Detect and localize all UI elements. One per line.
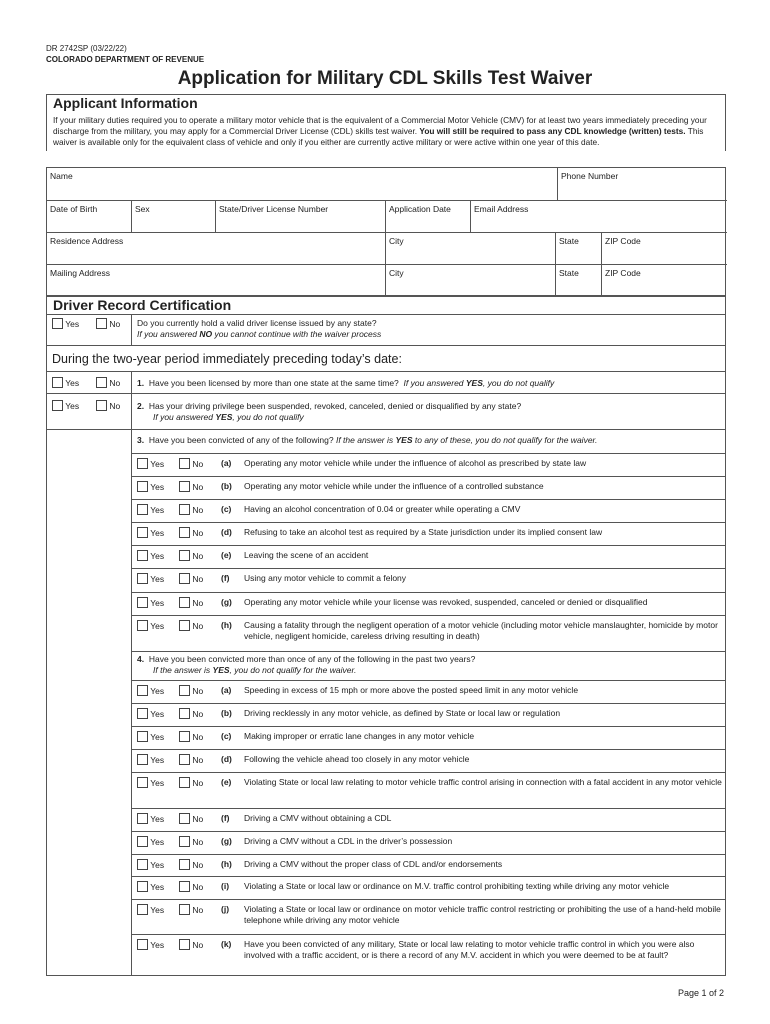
q4-label: (d) [221,754,232,764]
q4-yes-checkbox[interactable] [137,708,148,719]
q3-label: (d) [221,527,232,537]
q1-no[interactable]: No [96,377,120,388]
q4-no-checkbox[interactable] [179,904,190,915]
q4-label: (h) [221,859,232,869]
q3-text: Operating any motor vehicle while under the influence of alcohol as prescribed by state law [244,458,587,468]
mailing-city-field[interactable]: City [385,264,555,297]
q3-yes-checkbox[interactable] [137,481,148,492]
q4-no-checkbox[interactable] [179,708,190,719]
q4-no[interactable]: No [179,685,203,697]
q3-yes-checkbox[interactable] [137,620,148,631]
q4-yes[interactable]: Yes [137,777,164,789]
q4-no[interactable]: No [179,777,203,789]
q3-label: (e) [221,550,232,560]
q4-item [137,836,722,853]
q1-question: 1. Have you been licensed by more than one state at the same time? If you answered YES, you do not qualify [137,378,555,388]
applicant-fields [46,167,726,296]
page-number: Page 1 of 2 [677,988,724,998]
sex-field[interactable]: Sex [131,200,215,232]
q4-yes[interactable]: Yes [137,859,164,871]
q4-text: Violating a State or local law or ordinance on M.V. traffic control prohibiting texting while driving any motor vehicle [244,881,670,891]
q3-no[interactable]: No [179,573,203,585]
q4-yes-checkbox[interactable] [137,685,148,696]
q4-yes[interactable]: Yes [137,904,164,916]
mailing-state-field[interactable]: State [555,264,601,297]
mailing-address-field[interactable]: Mailing Address [47,264,385,297]
q4-no[interactable]: No [179,754,203,766]
q4-item [137,881,722,898]
q3-no-checkbox[interactable] [179,527,190,538]
q3-yes-checkbox[interactable] [137,597,148,608]
q4-no[interactable]: No [179,836,203,848]
q4-no-checkbox[interactable] [179,881,190,892]
q3-label: (f) [221,573,230,583]
q3-text: Having an alcohol concentration of 0.04 or greater while operating a CMV [244,504,521,514]
q4-text: Driving a CMV without the proper class of CDL and/or endorsements [244,859,503,869]
q4-question: 4. Have you been convicted more than once of any of the following in the past two years? If the answer is YES, you do not qualify for the waiver. [137,654,476,675]
q3-yes-checkbox[interactable] [137,504,148,515]
q3-no[interactable]: No [179,620,203,632]
q3-item [137,504,722,521]
q4-text: Driving a CMV without obtaining a CDL [244,813,392,823]
state-dl-field[interactable]: State/Driver License Number [215,200,385,232]
q4-no-checkbox[interactable] [179,777,190,788]
q2-yes-checkbox[interactable] [52,400,63,411]
q4-no[interactable]: No [179,708,203,720]
q4-text: Making improper or erratic lane changes in any motor vehicle [244,731,475,741]
q3-yes[interactable]: Yes [137,458,164,470]
q4-item [137,939,722,975]
q3-yes[interactable]: Yes [137,504,164,516]
applicant-intro [46,112,726,151]
q3-text: Refusing to take an alcohol test as required by a State jurisdiction under its implied consent law [244,527,603,537]
q4-text: Violating a State or local law or ordinance on motor vehicle traffic control restricting or prohibiting the use of a hand-held mobile telephone while driving any motor vehicle [244,904,721,925]
q3-yes[interactable]: Yes [137,620,164,632]
q3-no[interactable]: No [179,597,203,609]
q2-yes[interactable]: Yes [52,400,79,411]
q4-yes-checkbox[interactable] [137,777,148,788]
q4-yes-checkbox[interactable] [137,731,148,742]
q4-no[interactable]: No [179,881,203,893]
q4-item [137,708,722,725]
dob-field[interactable]: Date of Birth [47,200,131,232]
q3-no[interactable]: No [179,550,203,562]
q4-text: Have you been convicted of any military, State or local law relating to motor vehicle traffic control in which you were also involved with a traffic accident, or is there a record of any M.V. accident in which you were deemed to be at fault? [244,939,695,960]
residence-address-field[interactable]: Residence Address [47,232,385,264]
q2-no-checkbox[interactable] [96,400,107,411]
q3-yes[interactable]: Yes [137,481,164,493]
q3-label: (h) [221,620,232,630]
applicant-section-title: Applicant Information [46,94,726,112]
q4-item [137,754,722,771]
period-heading: During the two-year period immediately preceding today’s date: [52,352,402,366]
q3-text: Operating any motor vehicle while your license was revoked, suspended, canceled or denied or disqualified [244,597,648,607]
q4-item [137,813,722,830]
q4-label: (c) [221,731,232,741]
q4-yes-checkbox[interactable] [137,836,148,847]
q3-item [137,527,722,544]
q3-label: (b) [221,481,232,491]
record-section-title: Driver Record Certification [46,296,726,314]
q3-yes[interactable]: Yes [137,550,164,562]
q4-label: (f) [221,813,230,823]
q3-no-checkbox[interactable] [179,573,190,584]
q4-yes[interactable]: Yes [137,708,164,720]
email-field[interactable]: Email Address [470,200,727,232]
q4-yes[interactable]: Yes [137,754,164,766]
q4-no[interactable]: No [179,859,203,871]
q4-text: Driving a CMV without a CDL in the driver’s possession [244,836,453,846]
residence-city-field[interactable]: City [385,232,555,264]
q3-label: (a) [221,458,232,468]
q3-text: Using any motor vehicle to commit a felony [244,573,407,583]
q1-yes[interactable]: Yes [52,377,79,388]
q4-yes[interactable]: Yes [137,939,164,951]
intro-text-bold: You will still be required to pass any CDL knowledge (written) tests. [419,126,686,136]
q0-no-checkbox[interactable] [96,318,107,329]
q4-item [137,731,722,748]
q3-text: Operating any motor vehicle while under the influence of a controlled substance [244,481,544,491]
q4-yes-checkbox[interactable] [137,904,148,915]
q4-yes-checkbox[interactable] [137,813,148,824]
q2-no[interactable]: No [96,400,120,411]
q4-label: (e) [221,777,232,787]
q1-yes-checkbox[interactable] [52,377,63,388]
q4-no-checkbox[interactable] [179,731,190,742]
q4-no-checkbox[interactable] [179,813,190,824]
q4-yes[interactable]: Yes [137,685,164,697]
q3-yes[interactable]: Yes [137,527,164,539]
q4-no-checkbox[interactable] [179,939,190,950]
name-field[interactable]: Name [50,171,73,181]
q3-label: (g) [221,597,232,607]
q4-yes-checkbox[interactable] [137,859,148,870]
phone-field[interactable]: Phone Number [557,168,727,200]
intro-text-2: This waiver is available only for the equivalent class of vehicle and only if you either are currently active military or were active within one year of this date. [53,126,704,147]
q4-no[interactable]: No [179,813,203,825]
q4-label: (i) [221,881,230,891]
q4-text: Violating State or local law relating to motor vehicle traffic control arising in connection with a fatal accident in any motor vehicle [244,777,722,787]
q4-no[interactable]: No [179,939,203,951]
q4-yes[interactable]: Yes [137,731,164,743]
q3-no[interactable]: No [179,481,203,493]
q4-label: (g) [221,836,232,846]
q4-yes[interactable]: Yes [137,836,164,848]
q3-item [137,573,722,591]
q4-yes-checkbox[interactable] [137,881,148,892]
q0-question: Do you currently hold a valid driver license issued by any state? If you answered NO you cannot continue with the waiver process [137,318,382,339]
q4-no-checkbox[interactable] [179,685,190,696]
intro-text-1: If your military duties required you to operate a military motor vehicle that is the equivalent of a Commercial Motor Vehicle (CMV) for at least two years immediately preceding your discharge from the military, you may apply for a Commercial Driver License (CDL) skills test waiver. [53,115,707,136]
page-title: Application for Military CDL Skills Test Waiver [177,68,593,89]
q4-label: (j) [221,904,230,914]
q4-item [137,859,722,875]
q4-label: (b) [221,708,232,718]
q4-text: Speeding in excess of 15 mph or more above the posted speed limit in any motor vehicle [244,685,579,695]
q4-no[interactable]: No [179,904,203,916]
q3-item [137,620,722,650]
form-code: DR 2742SP (03/22/22) [46,44,127,53]
q3-item [137,481,722,498]
q4-no-checkbox[interactable] [179,859,190,870]
q4-yes-checkbox[interactable] [137,939,148,950]
q3-no-checkbox[interactable] [179,597,190,608]
q3-yes[interactable]: Yes [137,573,164,585]
q4-yes[interactable]: Yes [137,813,164,825]
q3-no-checkbox[interactable] [179,620,190,631]
q3-yes-checkbox[interactable] [137,458,148,469]
q4-label: (a) [221,685,232,695]
q3-yes-checkbox[interactable] [137,573,148,584]
q3-text: Causing a fatality through the negligent operation of a motor vehicle (including motor vehicle manslaughter, homicide by motor vehicle, negligent homicide, careless driving resulting in death) [244,620,718,641]
q3-text: Leaving the scene of an accident [244,550,369,560]
q4-yes[interactable]: Yes [137,881,164,893]
q3-no[interactable]: No [179,458,203,470]
q3-no[interactable]: No [179,527,203,539]
q3-label: (c) [221,504,232,514]
q4-label: (k) [221,939,232,949]
q3-no-checkbox[interactable] [179,481,190,492]
q3-no-checkbox[interactable] [179,458,190,469]
q4-no-checkbox[interactable] [179,836,190,847]
q4-text: Following the vehicle ahead too closely in any motor vehicle [244,754,470,764]
application-date-field[interactable]: Application Date [385,200,470,232]
q3-item [137,458,722,475]
q3-no-checkbox[interactable] [179,550,190,561]
q3-yes[interactable]: Yes [137,597,164,609]
q3-no-checkbox[interactable] [179,504,190,515]
q4-text: Driving recklessly in any motor vehicle, as defined by State or local law or regulation [244,708,561,718]
residence-state-field[interactable]: State [555,232,601,264]
q3-item [137,550,722,567]
q4-no-checkbox[interactable] [179,754,190,765]
q4-yes-checkbox[interactable] [137,754,148,765]
q4-item [137,685,722,702]
q4-no[interactable]: No [179,731,203,743]
q2-question: 2. Has your driving privilege been suspended, revoked, canceled, denied or disqualified by any state? If you answered YES, you do not qualify [137,401,522,422]
q4-item [137,777,722,807]
q3-yes-checkbox[interactable] [137,527,148,538]
q0-yes[interactable]: Yes [52,318,79,329]
department-name: COLORADO DEPARTMENT OF REVENUE [46,55,205,64]
q0-no[interactable]: No [96,318,120,329]
q4-item [137,904,722,933]
q3-no[interactable]: No [179,504,203,516]
q3-question: 3. Have you been convicted of any of the following? If the answer is YES to any of these, you do not qualify for the waiver. [137,435,598,445]
mailing-zip-field[interactable]: ZIP Code [601,264,727,297]
q3-item [137,597,722,614]
q0-yes-checkbox[interactable] [52,318,63,329]
q3-yes-checkbox[interactable] [137,550,148,561]
q1-no-checkbox[interactable] [96,377,107,388]
residence-zip-field[interactable]: ZIP Code [601,232,727,264]
